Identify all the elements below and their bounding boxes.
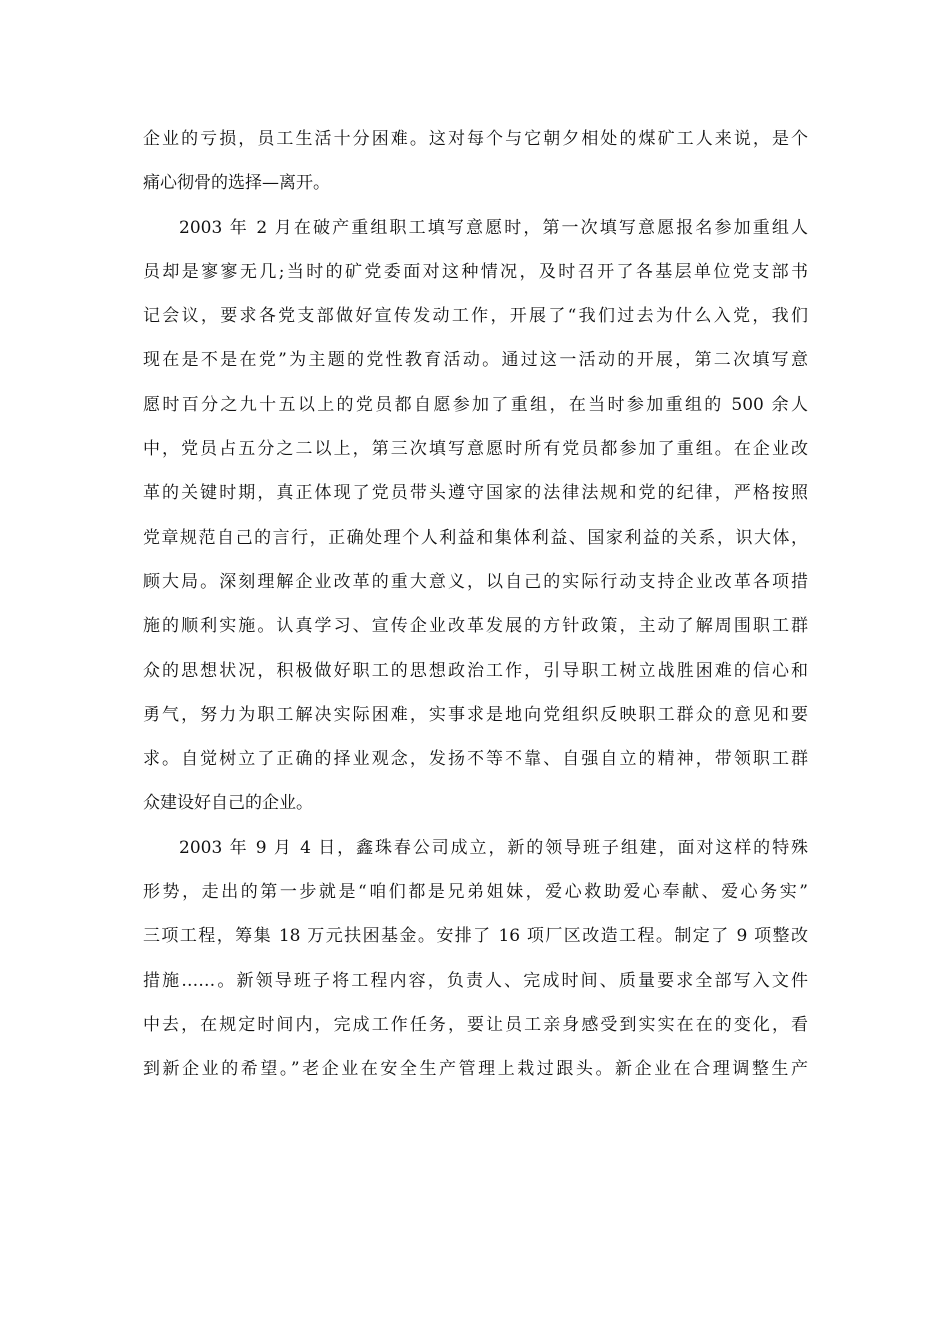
text-line: 现在是不是在党”为主题的党性教育活动。通过这一活动的开展，第二次填写意 bbox=[143, 350, 808, 371]
text-line: 记会议，要求各党支部做好宣传发动工作，开展了“我们过去为什么入党，我们 bbox=[143, 306, 808, 327]
text-line: 顾大局。深刻理解企业改革的重大意义，以自己的实际行动支持企业改革各项措 bbox=[143, 571, 808, 592]
text-line: 求。自觉树立了正确的择业观念，发扬不等不靠、自强自立的精神，带领职工群 bbox=[143, 749, 808, 770]
text-line: 施的顺利实施。认真学习、宣传企业改革发展的方针政策，主动了解周围职工群 bbox=[143, 616, 808, 637]
text-line: 措施……。新领导班子将工程内容，负责人、完成时间、质量要求全部写入文件 bbox=[143, 970, 808, 991]
text-line: 到新企业的希望。”老企业在安全生产管理上栽过跟头。新企业在合理调整生产 bbox=[143, 1059, 808, 1080]
text-line: 形势，走出的第一步就是“咱们都是兄弟姐妹，爱心救助爱心奉献、爱心务实” bbox=[143, 882, 808, 903]
text-line: 企业的亏损，员工生活十分困难。这对每个与它朝夕相处的煤矿工人来说，是个 bbox=[143, 129, 808, 149]
text-line: 众建设好自己的企业。 bbox=[143, 793, 313, 814]
text-line: 众的思想状况，积极做好职工的思想政治工作，引导职工树立战胜困难的信心和 bbox=[143, 660, 808, 681]
text-line: 革的关键时期，真正体现了党员带头遵守国家的法律法规和党的纪律，严格按照 bbox=[143, 483, 808, 504]
text-line: 2003 年 2 月在破产重组职工填写意愿时，第一次填写意愿报名参加重组人 bbox=[179, 217, 808, 238]
text-line: 党章规范自己的言行，正确处理个人利益和集体利益、国家利益的关系，识大体， bbox=[143, 527, 808, 548]
text-line: 中去，在规定时间内，完成工作任务，要让员工亲身感受到实实在在的变化，看 bbox=[143, 1014, 808, 1035]
body-text bbox=[143, 117, 808, 1092]
text-line: 三项工程，筹集 18 万元扶困基金。安排了 16 项厂区改造工程。制定了 9 项整改 bbox=[143, 926, 808, 947]
text-line: 员却是寥寥无几;当时的矿党委面对这种情况，及时召开了各基层单位党支部书 bbox=[143, 261, 808, 282]
text-line: 2003 年 9 月 4 日，鑫珠春公司成立，新的领导班子组建，面对这样的特殊 bbox=[179, 837, 808, 858]
text-line: 愿时百分之九十五以上的党员都自愿参加了重组，在当时参加重组的 500 余人 bbox=[143, 394, 808, 415]
text-line: 勇气，努力为职工解决实际困难，实事求是地向党组织反映职工群众的意见和要 bbox=[143, 704, 808, 725]
text-line: 痛心彻骨的选择—离开。 bbox=[143, 173, 330, 194]
text-line: 中，党员占五分之二以上，第三次填写意愿时所有党员都参加了重组。在企业改 bbox=[143, 439, 808, 460]
